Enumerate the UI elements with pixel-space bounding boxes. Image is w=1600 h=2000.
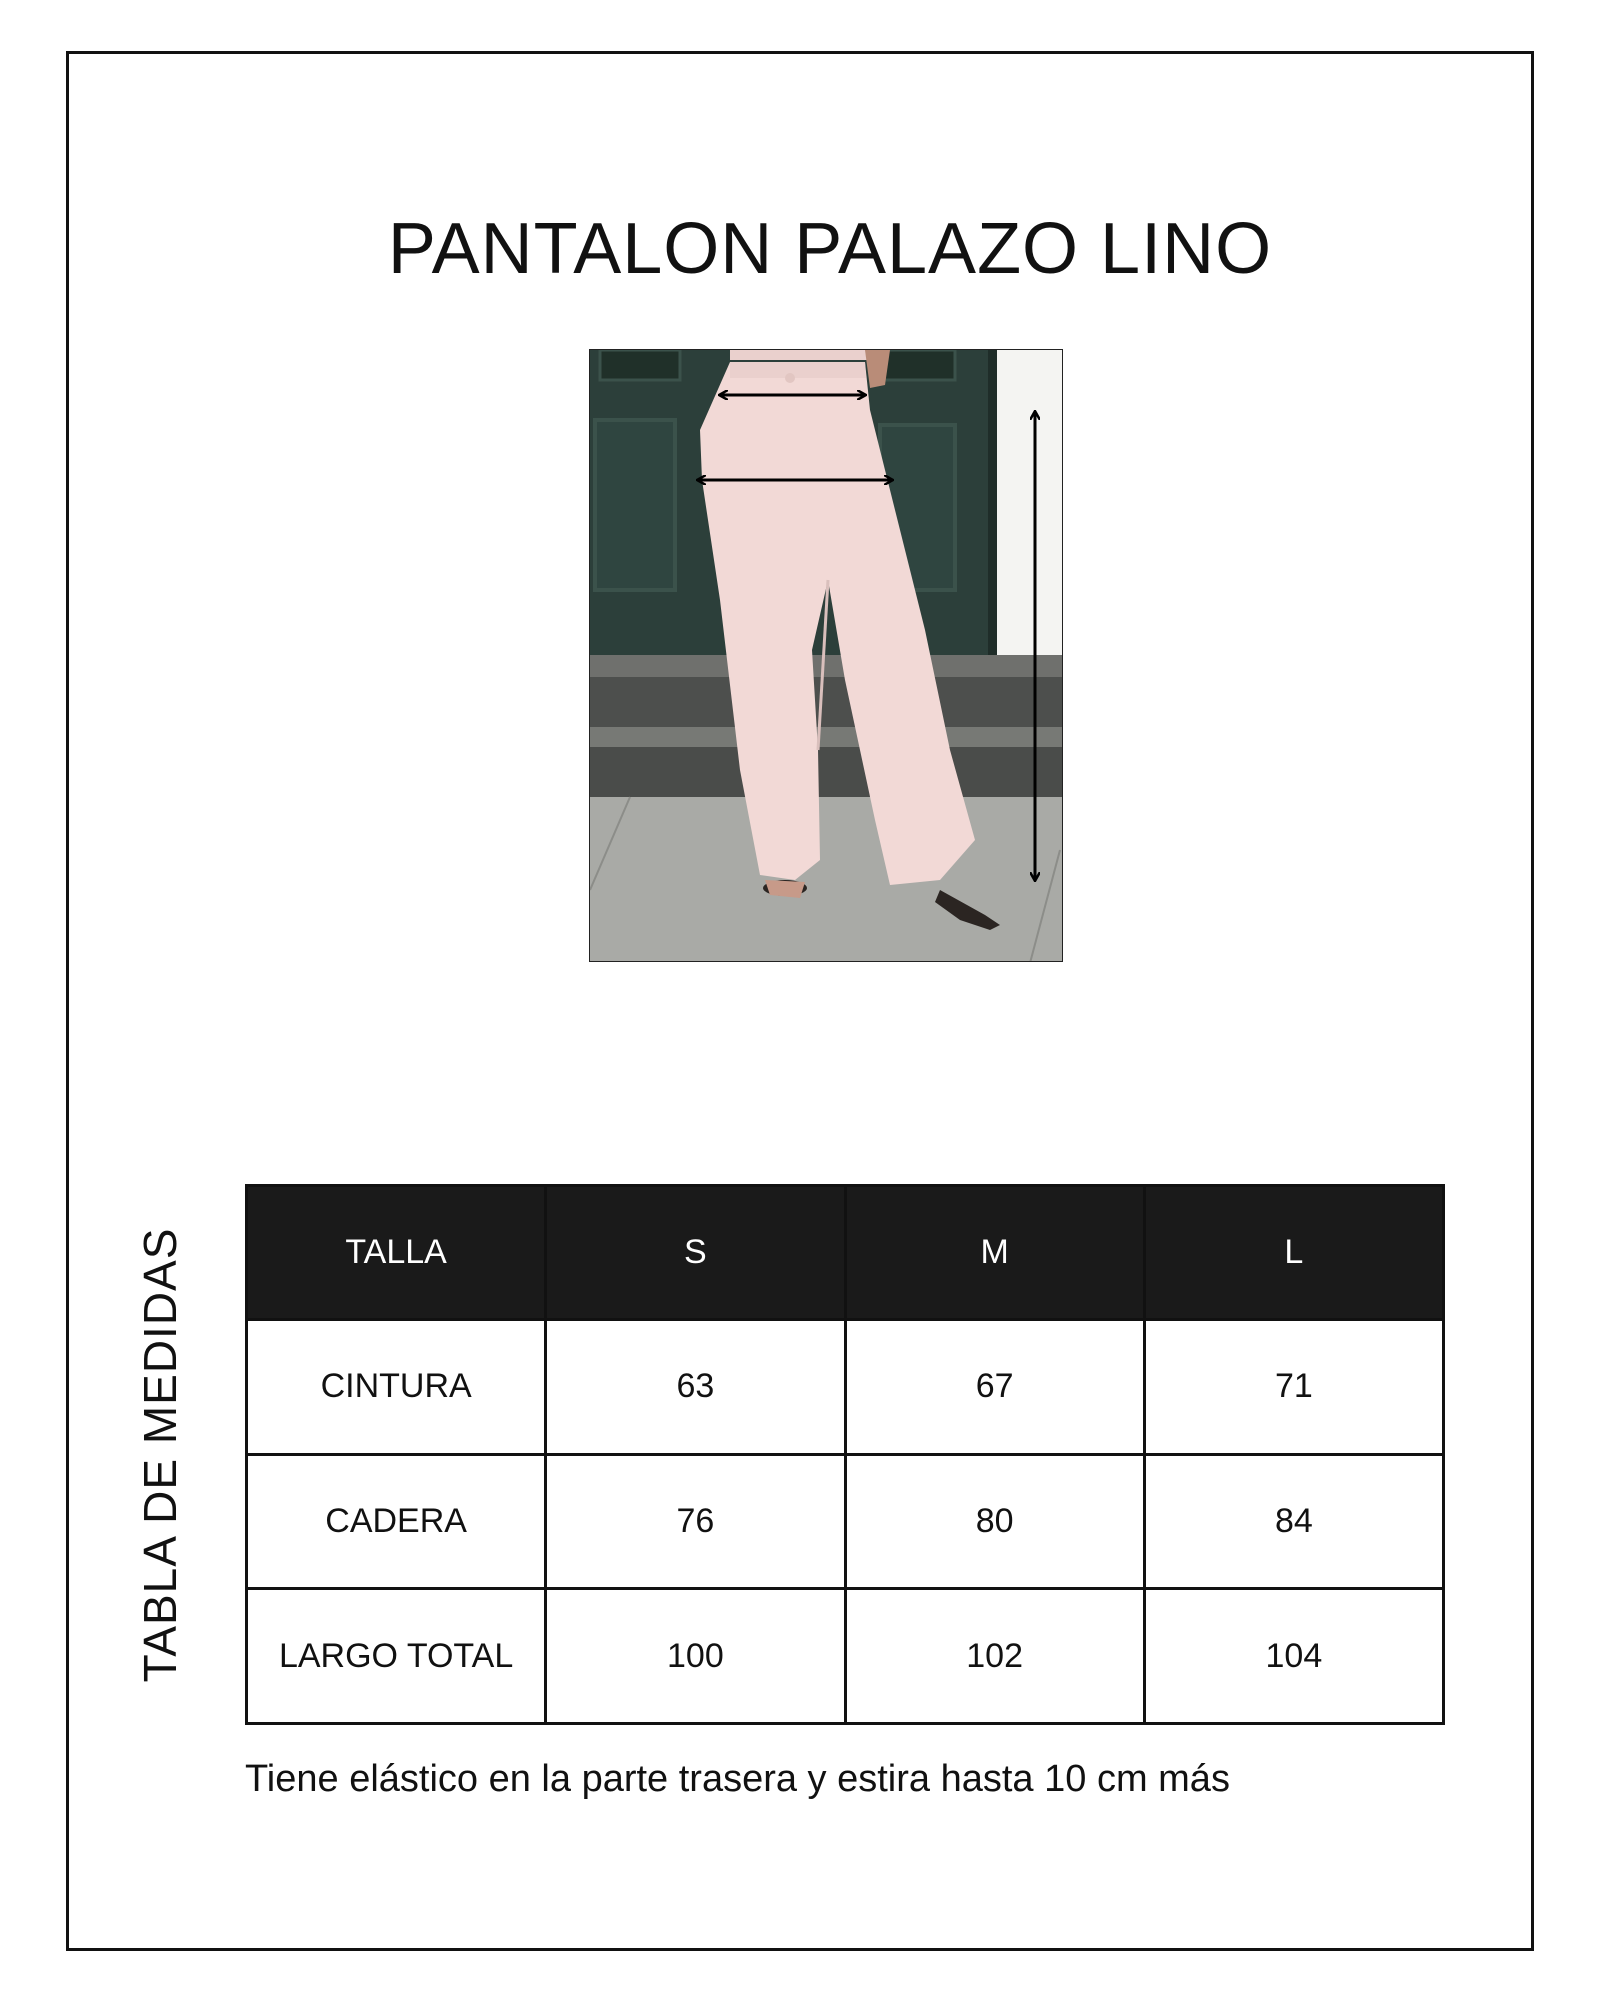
table-cell: 63 xyxy=(546,1320,845,1455)
table-cell: CADERA xyxy=(247,1454,546,1589)
table-cell: 102 xyxy=(845,1589,1144,1724)
table-cell: 80 xyxy=(845,1454,1144,1589)
table-cell: 104 xyxy=(1144,1589,1443,1724)
table-cell: 100 xyxy=(546,1589,845,1724)
table-cell: LARGO TOTAL xyxy=(247,1589,546,1724)
table-header-cell: L xyxy=(1144,1186,1443,1320)
footnote: Tiene elástico en la parte trasera y estira hasta 10 cm más xyxy=(245,1758,1230,1800)
table-header-cell: M xyxy=(845,1186,1144,1320)
table-cell: CINTURA xyxy=(247,1320,546,1455)
table-row xyxy=(247,1320,1444,1455)
table-header-cell: TALLA xyxy=(247,1186,546,1320)
table-cell: 76 xyxy=(546,1454,845,1589)
table-header-cell: S xyxy=(546,1186,845,1320)
table-row xyxy=(247,1454,1444,1589)
table-cell: 71 xyxy=(1144,1320,1443,1455)
side-label-text: TABLA DE MEDIDAS xyxy=(134,1227,186,1683)
size-table xyxy=(245,1184,1445,1725)
table-header-row xyxy=(247,1186,1444,1320)
table-row xyxy=(247,1589,1444,1724)
table-cell: 84 xyxy=(1144,1454,1443,1589)
table-cell: 67 xyxy=(845,1320,1144,1455)
product-photo xyxy=(589,349,1063,962)
page-title: PANTALON PALAZO LINO xyxy=(387,209,1273,290)
